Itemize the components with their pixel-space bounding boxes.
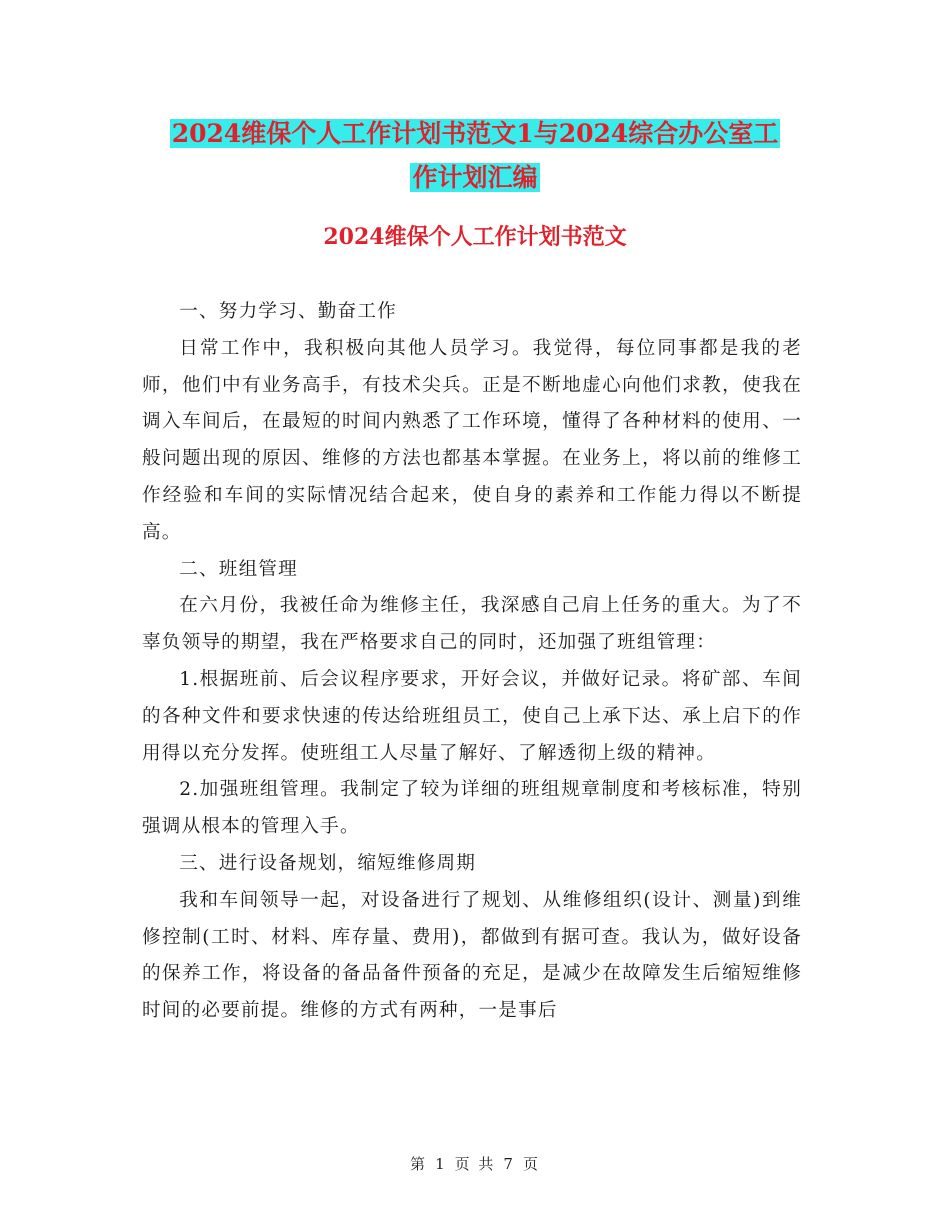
heading-team-management: 二、班组管理	[179, 558, 298, 580]
footer-label-of: 页 共	[454, 1155, 496, 1173]
paragraph-item-2: 2.加强班组管理。我制定了较为详细的班组规章制度和考核标准，特别强调从根本的管理入手。	[142, 779, 802, 838]
footer-label-page: 第	[410, 1155, 428, 1173]
document-body	[142, 294, 802, 1030]
current-page-number: 1	[435, 1155, 447, 1173]
paragraph-daily-work: 日常工作中，我积极向其他人员学习。我觉得，每位同事都是我的老师，他们中有业务高手，有技术尖兵。正是不断地虚心向他们求教，使我在调入车间后，在最短的时间内熟悉了工作环境，懂得了各种材料的使用、一般问题出现的原因、维修的方法也都基本掌握。在业务上，将以前的维修工作经验和车间的实际情况结合起来，使自身的素养和工作能力得以不断提高。	[142, 337, 802, 543]
footer-label-end: 页	[522, 1155, 540, 1173]
page-footer	[0, 1153, 950, 1174]
title-line-1: 2024维保个人工作计划书范文1与2024综合办公室工	[171, 119, 779, 148]
document-title	[0, 112, 950, 200]
section-subtitle: 2024维保个人工作计划书范文	[323, 224, 627, 250]
paragraph-equipment: 我和车间领导一起，对设备进行了规划、从维修组织(设计、测量)到维修控制(工时、材料、库存量、费用)，都做到有据可查。我认为，做好设备的保养工作，将设备的备品备件预备的充足，是减少在故障发生后缩短维修时间的必要前提。维修的方式有两种，一是事后	[142, 889, 802, 1022]
heading-equipment-planning: 三、进行设备规划，缩短维修周期	[179, 852, 477, 874]
title-line-2: 作计划汇编	[412, 163, 538, 192]
heading-study-work: 一、努力学习、勤奋工作	[179, 301, 397, 322]
paragraph-appointment: 在六月份，我被任命为维修主任，我深感自己肩上任务的重大。为了不辜负领导的期望，我在严格要求自己的同时，还加强了班组管理：	[142, 595, 802, 654]
total-pages-number: 7	[503, 1155, 515, 1173]
paragraph-item-1: 1.根据班前、后会议程序要求，开好会议，并做好记录。将矿部、车间的各种文件和要求快速的传达给班组员工，使自己上承下达、承上启下的作用得以充分发挥。使班组工人尽量了解好、了解透彻上级的精神。	[142, 668, 802, 764]
